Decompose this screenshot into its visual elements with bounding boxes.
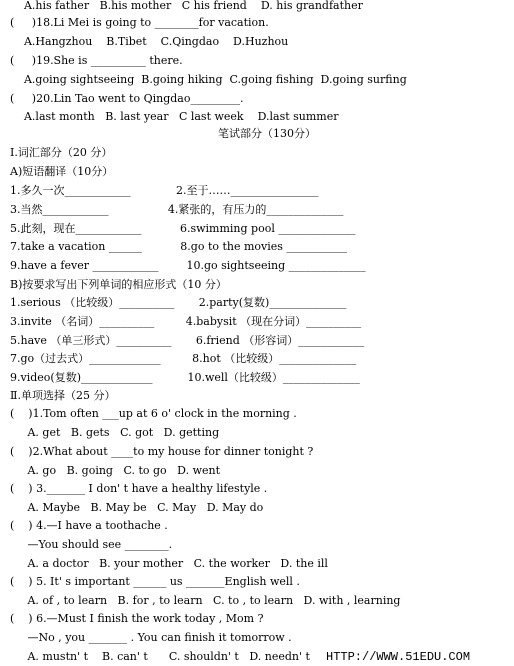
b-row5: 9.video(复数)_____________ 10.well（比较级）______________ — [10, 371, 360, 384]
q19-options: A.going sightseeing B.going hiking C.going fishing D.going surfing — [10, 73, 407, 86]
c2-options: A. go B. going C. to go D. went — [10, 464, 221, 477]
b-row4: 7.go（过去式）_____________ 8.hot （比较级）______________ — [10, 352, 357, 365]
c4-reply: —You should see ________. — [10, 538, 173, 551]
a-row4: 7.take a vacation ______ 8.go to the movies ___________ — [10, 240, 347, 253]
c3-options: A. Maybe B. May be C. May D. May do — [10, 501, 264, 514]
c1-stem: ( )1.Tom often ___up at 6 o' clock in the morning . — [10, 407, 297, 420]
q18-options: A.Hangzhou B.Tibet C.Qingdao D.Huzhou — [10, 35, 289, 48]
c6-stem: ( ) 6.—Must I finish the work today , Mom ? — [10, 612, 264, 625]
q20-options: A.last month B. last year C last week D.last summer — [10, 110, 339, 123]
q19-stem: ( )19.She is __________ there. — [10, 54, 183, 67]
written-title: 笔试部分（130分） — [218, 127, 316, 140]
a-row3: 5.此刻，现在____________ 6.swimming pool ______________ — [10, 222, 356, 235]
c5-stem: ( ) 5. It' s important ______ us _______English well . — [10, 575, 300, 588]
b-row2: 3.invite （名词）__________ 4.babysit （现在分词）__________ — [10, 315, 362, 328]
sec1-title: Ⅰ.词汇部分（20 分） — [10, 146, 113, 159]
q20-stem: ( )20.Lin Tao went to Qingdao_________. — [10, 92, 244, 105]
c5-options: A. of , to learn B. for , to learn C. to , to learn D. with , learning — [10, 594, 401, 607]
c6-reply: —No , you _______ . You can finish it tomorrow . — [10, 631, 292, 644]
c4-stem: ( ) 4.—I have a toothache . — [10, 519, 168, 532]
b-row3: 5.have （单三形式）__________ 6.friend （形容词）____________ — [10, 334, 365, 347]
site-watermark: HTTP://WWW.51EDU.COM — [326, 650, 471, 664]
c3-stem: ( ) 3._______ I don' t have a healthy lifestyle . — [10, 482, 268, 495]
a-row2: 3.当然____________ 4.紧张的，有压力的______________ — [10, 203, 344, 216]
secB-title: B)按要求写出下列单词的相应形式（10 分） — [10, 278, 227, 291]
c1-options: A. get B. gets C. got D. getting — [10, 426, 220, 439]
q17-options: A.his father B.his mother C his friend D. his grandfather — [10, 0, 363, 12]
sec2-title: Ⅱ.单项选择（25 分） — [10, 389, 116, 402]
q18-stem: ( )18.Li Mei is going to ________for vacation. — [10, 16, 269, 29]
b-row1: 1.serious （比较级）__________ 2.party(复数)______________ — [10, 296, 347, 309]
c4-options: A. a doctor B. your mother C. the worker D. the ill — [10, 557, 328, 570]
a-row1: 1.多久一次____________ 2.至于……________________ — [10, 184, 319, 197]
c6-options: A. mustn' t B. can' t C. shouldn' t D. needn' t — [10, 650, 310, 663]
a-row5: 9.have a fever ____________ 10.go sightseeing ______________ — [10, 259, 366, 272]
secA-title: A)短语翻译（10分） — [10, 165, 114, 178]
c2-stem: ( )2.What about ____to my house for dinner tonight ? — [10, 445, 314, 458]
